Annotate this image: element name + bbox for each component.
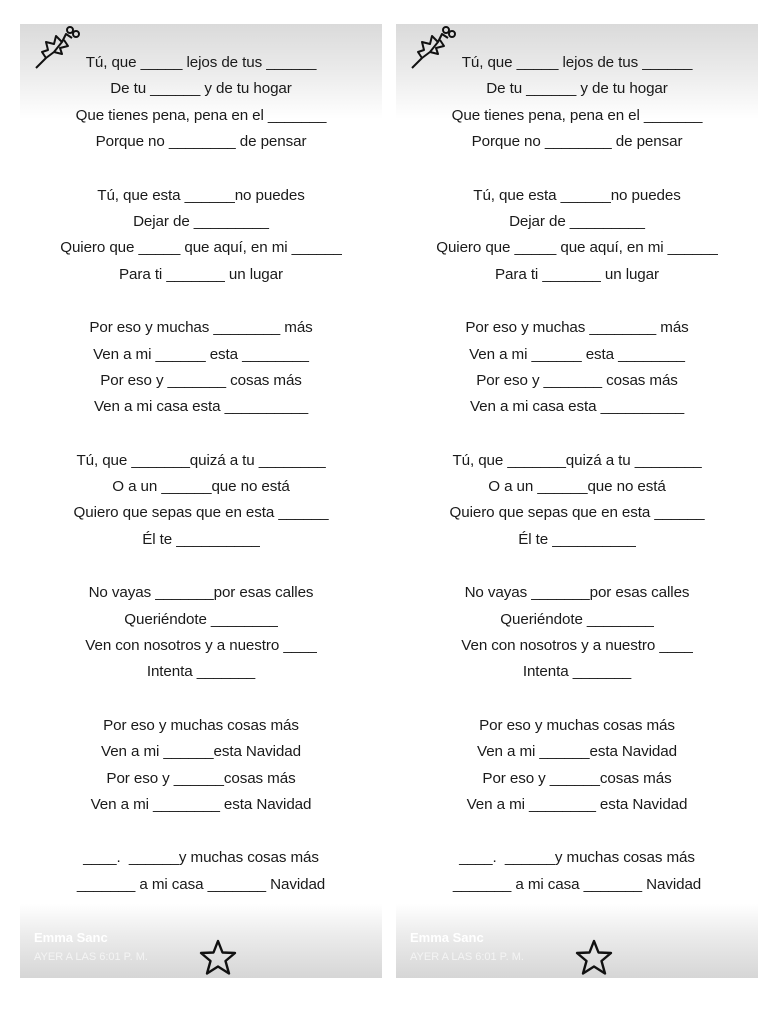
lyric-line: Quiero que _____ que aquí, en mi ______	[60, 239, 342, 257]
lyric-line: Que tienes pena, pena en el _______	[451, 106, 703, 124]
lyric-line: O a un ______que no está	[112, 478, 290, 496]
lyric-line: Dejar de _________	[133, 212, 269, 230]
lyric-line: Tú, que esta ______no puedes	[97, 186, 305, 204]
lyric-line: Ven a mi ________ esta Navidad	[90, 795, 312, 813]
stanza	[20, 580, 382, 686]
lyric-line: Quiero que _____ que aquí, en mi ______	[436, 239, 718, 257]
lyric-line: Quiero que sepas que en esta ______	[73, 504, 329, 522]
lyric-line: Por eso y ______cosas más	[482, 769, 672, 787]
stanza	[20, 713, 382, 819]
stanza	[20, 448, 382, 554]
worksheet-page-right	[396, 24, 758, 978]
lyric-line: Tú, que _____ lejos de tus ______	[85, 54, 317, 71]
stanza	[20, 183, 382, 289]
lyrics	[20, 50, 382, 925]
lyric-line: Por eso y _______ cosas más	[476, 371, 678, 389]
lyric-line: ____. ______y muchas cosas más	[459, 849, 695, 867]
lyric-line: Ven a mi casa esta __________	[469, 398, 685, 416]
stanza	[20, 315, 382, 421]
post-author-name[interactable]: Emma Sanc	[410, 930, 484, 945]
star-icon	[574, 938, 614, 978]
lyric-line: Intenta _______	[146, 663, 256, 681]
lyric-line: Intenta _______	[522, 663, 632, 681]
lyric-line: _______ a mi casa _______ Navidad	[76, 875, 326, 893]
lyric-line: Tú, que esta ______no puedes	[473, 186, 681, 204]
lyric-line: Ven con nosotros y a nuestro ____	[85, 637, 317, 655]
post-author-info[interactable]	[410, 929, 524, 965]
stanza	[396, 448, 758, 554]
lyric-line: Tú, que _____ lejos de tus ______	[461, 54, 693, 71]
stanza	[396, 50, 758, 156]
lyric-line: Dejar de _________	[509, 212, 645, 230]
lyric-line: Por eso y muchas ________ más	[465, 319, 689, 337]
post-timestamp: AYER A LAS 6:01 P. M.	[410, 951, 524, 963]
lyric-line: Por eso y muchas cosas más	[103, 716, 299, 734]
lyric-line: Ven a mi ________ esta Navidad	[466, 795, 688, 813]
lyric-line: Porque no ________ de pensar	[471, 133, 683, 151]
lyric-line: Por eso y muchas ________ más	[89, 319, 313, 337]
stanza	[20, 845, 382, 898]
lyric-line: Por eso y _______ cosas más	[100, 371, 302, 389]
lyric-line: No vayas _______por esas calles	[464, 584, 690, 602]
lyric-line: Queriéndote ________	[124, 610, 278, 628]
lyric-line: Tú, que _______quizá a tu ________	[76, 451, 326, 469]
lyric-line: ____. ______y muchas cosas más	[83, 849, 319, 867]
lyric-line: De tu ______ y de tu hogar	[110, 80, 292, 98]
lyric-line: No vayas _______por esas calles	[88, 584, 314, 602]
lyric-line: Para ti _______ un lugar	[119, 265, 283, 283]
lyric-line: Él te __________	[142, 530, 260, 548]
lyrics	[396, 50, 758, 925]
stanza	[396, 580, 758, 686]
post-author-info[interactable]	[34, 929, 148, 965]
lyric-line: De tu ______ y de tu hogar	[486, 80, 668, 98]
stanza	[396, 713, 758, 819]
lyric-line: Él te __________	[518, 530, 636, 548]
lyric-line: Para ti _______ un lugar	[495, 265, 659, 283]
post-author-name[interactable]: Emma Sanc	[34, 930, 108, 945]
star-icon	[198, 938, 238, 978]
lyric-line: _______ a mi casa _______ Navidad	[452, 875, 702, 893]
post-timestamp: AYER A LAS 6:01 P. M.	[34, 951, 148, 963]
stanza	[396, 183, 758, 289]
lyric-line: Quiero que sepas que en esta ______	[449, 504, 705, 522]
lyric-line: Ven con nosotros y a nuestro ____	[461, 637, 693, 655]
lyric-line: Ven a mi ______ esta ________	[469, 345, 685, 363]
lyric-line: Queriéndote ________	[500, 610, 654, 628]
lyric-line: Por eso y ______cosas más	[106, 769, 296, 787]
lyric-line: Porque no ________ de pensar	[95, 133, 307, 151]
lyric-line: Por eso y muchas cosas más	[479, 716, 675, 734]
lyric-line: O a un ______que no está	[488, 478, 666, 496]
lyric-line: Ven a mi ______esta Navidad	[101, 743, 301, 761]
stanza	[20, 50, 382, 156]
lyric-line: Tú, que _______quizá a tu ________	[452, 451, 702, 469]
lyric-line: Ven a mi casa esta __________	[93, 398, 309, 416]
stanza	[396, 315, 758, 421]
lyric-line: Que tienes pena, pena en el _______	[75, 106, 327, 124]
lyric-line: Ven a mi ______ esta ________	[93, 345, 309, 363]
lyric-line: Ven a mi ______esta Navidad	[477, 743, 677, 761]
worksheet-page-left	[20, 24, 382, 978]
stanza	[396, 845, 758, 898]
